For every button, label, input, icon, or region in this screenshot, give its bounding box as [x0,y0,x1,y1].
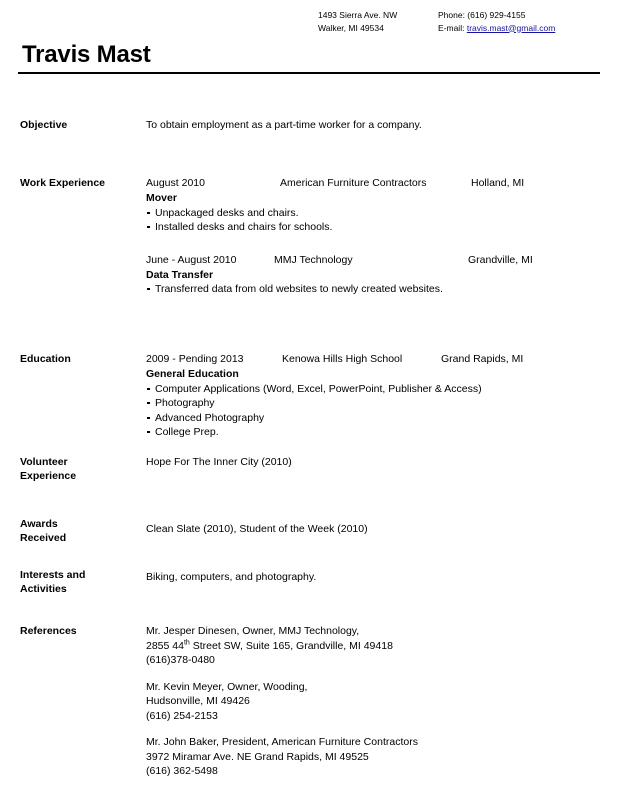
interests-text: Biking, computers, and photography. [146,571,317,583]
reference-entry [146,680,598,724]
email-label: E-mail: [438,22,465,33]
phone-line: Phone: (616) 929-4155 [438,10,526,20]
education-course: Advanced Photography [146,411,598,426]
section-label-awards [20,517,140,545]
job-employer: MMJ Technology [274,253,353,266]
section-label-objective: Objective [20,119,68,131]
volunteer-label-line-2: Experience [20,470,77,482]
contact-details [438,9,555,34]
work-experience-content [146,176,598,297]
job-header [146,176,598,190]
reference-address-pre: 3972 Miramar Ave. NE Grand Rapids, MI 49525 [146,750,369,763]
education-content [146,352,598,440]
job-date: June - August 2010 [146,253,237,266]
address-line-2: Walker, MI 49534 [318,22,384,33]
job-location: Grandville, MI [468,253,533,266]
awards-text: Clean Slate (2010), Student of the Week (2010) [146,523,368,535]
reference-name: Mr. Jesper Dinesen, Owner, MMJ Technology, [146,625,360,637]
reference-address [146,750,598,765]
job-entry [146,176,598,235]
reference-phone: (616)378-0480 [146,654,215,666]
objective-content [146,118,598,133]
page-title: Travis Mast [22,41,151,68]
reference-name: Mr. Kevin Meyer, Owner, Wooding, [146,680,308,693]
awards-label-line-1: Awards [20,518,58,530]
education-course: Computer Applications (Word, Excel, PowerPoint, Publisher & Access) [146,382,598,397]
job-employer: American Furniture Contractors [280,177,427,189]
references-content [146,624,598,791]
email-link[interactable]: travis.mast@gmail.com [466,22,556,33]
job-date: August 2010 [146,177,205,189]
address-line-1: 1493 Sierra Ave. NW [318,10,398,20]
reference-address-post: Street SW, Suite 165, Grandville, MI 49418 [189,639,393,652]
entry-spacer [146,235,598,253]
awards-content [146,522,598,537]
job-entry [146,253,598,297]
volunteer-content [146,455,598,470]
education-course: Photography [146,396,598,411]
education-course: College Prep. [146,425,598,440]
job-location: Holland, MI [471,177,525,189]
section-label-references: References [20,625,77,637]
job-role: Data Transfer [146,268,214,281]
interests-label-line-1: Interests and [20,569,86,581]
contact-header [318,9,555,34]
job-duties [146,282,598,297]
education-program: General Education [146,368,239,380]
reference-address [146,694,598,709]
job-duty: Installed desks and chairs for schools. [146,220,598,235]
job-header [146,253,598,267]
job-duty: Transferred data from old websites to newly created websites. [146,282,598,297]
job-duties [146,206,598,235]
awards-label-line-2: Received [20,532,67,544]
education-date: 2009 - Pending 2013 [146,353,244,365]
section-label-interests [20,568,140,596]
contact-address [318,9,438,34]
reference-phone: (616) 254-2153 [146,709,218,722]
section-label-volunteer [20,455,140,483]
reference-entry [146,624,598,668]
education-header [146,352,598,366]
ordinal-suffix: th [183,639,190,646]
reference-address-pre: Hudsonville, MI 49426 [146,695,250,707]
volunteer-label-line-1: Volunteer [20,456,68,468]
section-label-work-experience: Work Experience [20,177,106,189]
education-location: Grand Rapids, MI [441,353,524,365]
job-duty: Unpackaged desks and chairs. [146,206,598,221]
education-school: Kenowa Hills High School [282,353,403,365]
email-line [438,22,555,35]
job-role: Mover [146,192,177,204]
header-divider [18,72,600,74]
reference-name: Mr. John Baker, President, American Furniture Contractors [146,736,418,748]
volunteer-text: Hope For The Inner City (2010) [146,456,292,468]
reference-entry [146,735,598,779]
section-label-education: Education [20,353,71,365]
interests-label-line-2: Activities [20,583,67,595]
reference-address [146,639,598,654]
education-courses [146,382,598,440]
reference-address-pre: 2855 44 [146,639,184,652]
reference-phone: (616) 362-5498 [146,765,218,777]
objective-text: To obtain employment as a part-time worker for a company. [146,119,422,131]
interests-content [146,570,598,585]
